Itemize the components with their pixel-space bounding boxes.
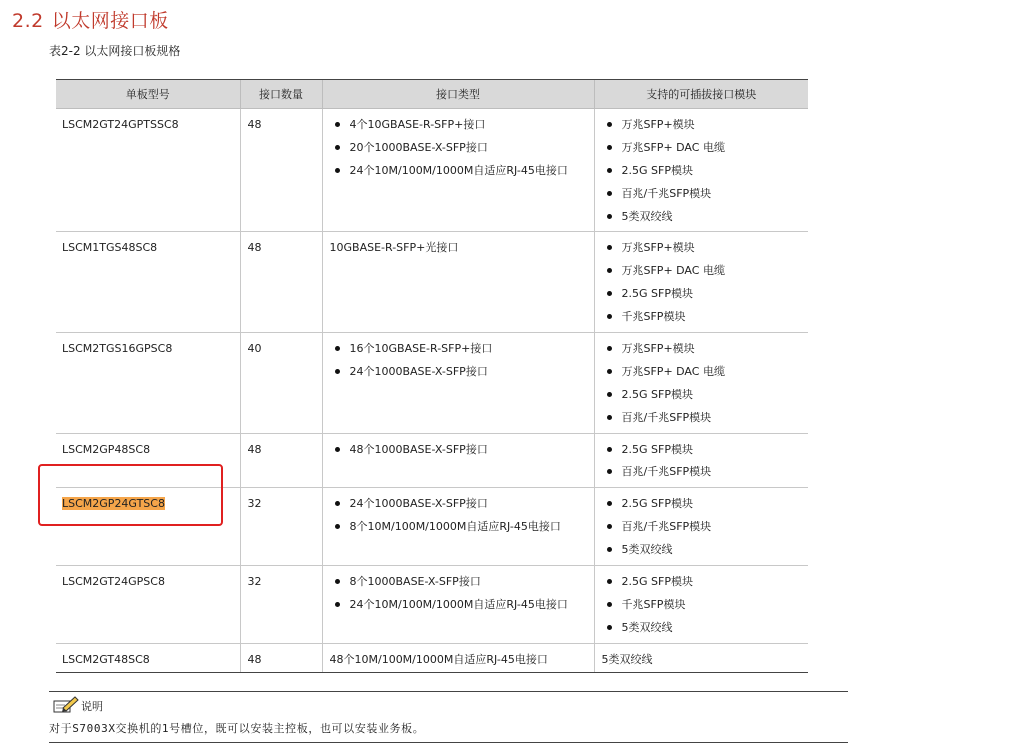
list-item: 5类双绞线 [602,209,802,224]
spec-table [56,79,808,673]
count-cell: 48 [240,433,322,488]
list-item: 万兆SFP+模块 [602,341,802,356]
note-pencil-icon [53,696,79,714]
type-cell [322,643,594,672]
count-cell: 48 [240,109,322,232]
modules-cell [594,333,808,434]
list-item: 2.5G SFP模块 [602,163,802,178]
header-type: 接口类型 [322,80,594,109]
modules-cell [594,566,808,644]
section-heading [12,6,169,33]
section-number: 2.2 [12,10,44,32]
list-item: 4个10GBASE-R-SFP+接口 [330,117,587,132]
header-count: 接口数量 [240,80,322,109]
note-label: 说明 [81,700,103,713]
list-item: 万兆SFP+ DAC 电缆 [602,140,802,155]
red-annotation-box [38,464,223,526]
list-item: 2.5G SFP模块 [602,496,802,511]
list-item: 5类双绞线 [602,620,802,635]
list-item: 8个1000BASE-X-SFP接口 [330,574,587,589]
list-item: 百兆/千兆SFP模块 [602,519,802,534]
model-cell: LSCM1TGS48SC8 [56,232,240,333]
list-item: 16个10GBASE-R-SFP+接口 [330,341,587,356]
modules-cell [594,643,808,672]
type-text: 10GBASE-R-SFP+光接口 [329,241,459,255]
table-row [56,333,808,434]
table-row [56,566,808,644]
list-item: 48个1000BASE-X-SFP接口 [330,442,587,457]
list-item: 千兆SFP模块 [602,597,802,612]
count-cell: 40 [240,333,322,434]
list-item: 2.5G SFP模块 [602,286,802,301]
count-cell: 48 [240,232,322,333]
list-item: 百兆/千兆SFP模块 [602,410,802,425]
note-header [53,696,103,714]
table-caption: 表2-2 以太网接口板规格 [49,44,181,58]
header-model: 单板型号 [56,80,240,109]
model-cell: LSCM2TGS16GPSC8 [56,333,240,434]
modules-cell [594,433,808,488]
list-item: 20个1000BASE-X-SFP接口 [330,140,587,155]
note-text: 对于S7003X交换机的1号槽位，既可以安装主控板，也可以安装业务板。 [49,722,425,735]
list-item: 5类双绞线 [602,542,802,557]
type-text: 48个10M/100M/1000M自适应RJ-45电接口 [329,652,548,666]
header-modules: 支持的可插拔接口模块 [594,80,808,109]
model-cell: LSCM2GT48SC8 [56,643,240,672]
type-cell [322,566,594,644]
list-item: 百兆/千兆SFP模块 [602,186,802,201]
table-row [56,232,808,333]
table-header-row [56,80,808,109]
note-box [49,691,848,743]
model-cell: LSCM2GT24GPTSSC8 [56,109,240,232]
list-item: 千兆SFP模块 [602,309,802,324]
list-item: 2.5G SFP模块 [602,574,802,589]
modules-text: 5类双绞线 [601,652,653,666]
model-cell: LSCM2GT24GPSC8 [56,566,240,644]
list-item: 24个1000BASE-X-SFP接口 [330,496,587,511]
list-item: 万兆SFP+模块 [602,117,802,132]
count-cell: 48 [240,643,322,672]
list-item: 24个1000BASE-X-SFP接口 [330,364,587,379]
list-item: 万兆SFP+ DAC 电缆 [602,263,802,278]
highlighted-model: LSCM2GP24GTSC8 [62,497,165,511]
table-row [56,109,808,232]
modules-cell [594,488,808,566]
type-cell [322,433,594,488]
count-cell: 32 [240,566,322,644]
section-title: 以太网接口板 [51,10,169,32]
list-item: 百兆/千兆SFP模块 [602,464,802,479]
list-item: 24个10M/100M/1000M自适应RJ-45电接口 [330,597,587,612]
list-item: 2.5G SFP模块 [602,442,802,457]
list-item: 万兆SFP+模块 [602,240,802,255]
type-cell [322,333,594,434]
count-cell: 32 [240,488,322,566]
type-cell [322,488,594,566]
list-item: 8个10M/100M/1000M自适应RJ-45电接口 [330,519,587,534]
modules-cell [594,232,808,333]
list-item: 万兆SFP+ DAC 电缆 [602,364,802,379]
type-cell [322,232,594,333]
type-cell [322,109,594,232]
list-item: 24个10M/100M/1000M自适应RJ-45电接口 [330,163,587,178]
table-row [56,643,808,672]
model-cell: LSCM2GP48SC8 [56,433,240,488]
list-item: 2.5G SFP模块 [602,387,802,402]
modules-cell [594,109,808,232]
